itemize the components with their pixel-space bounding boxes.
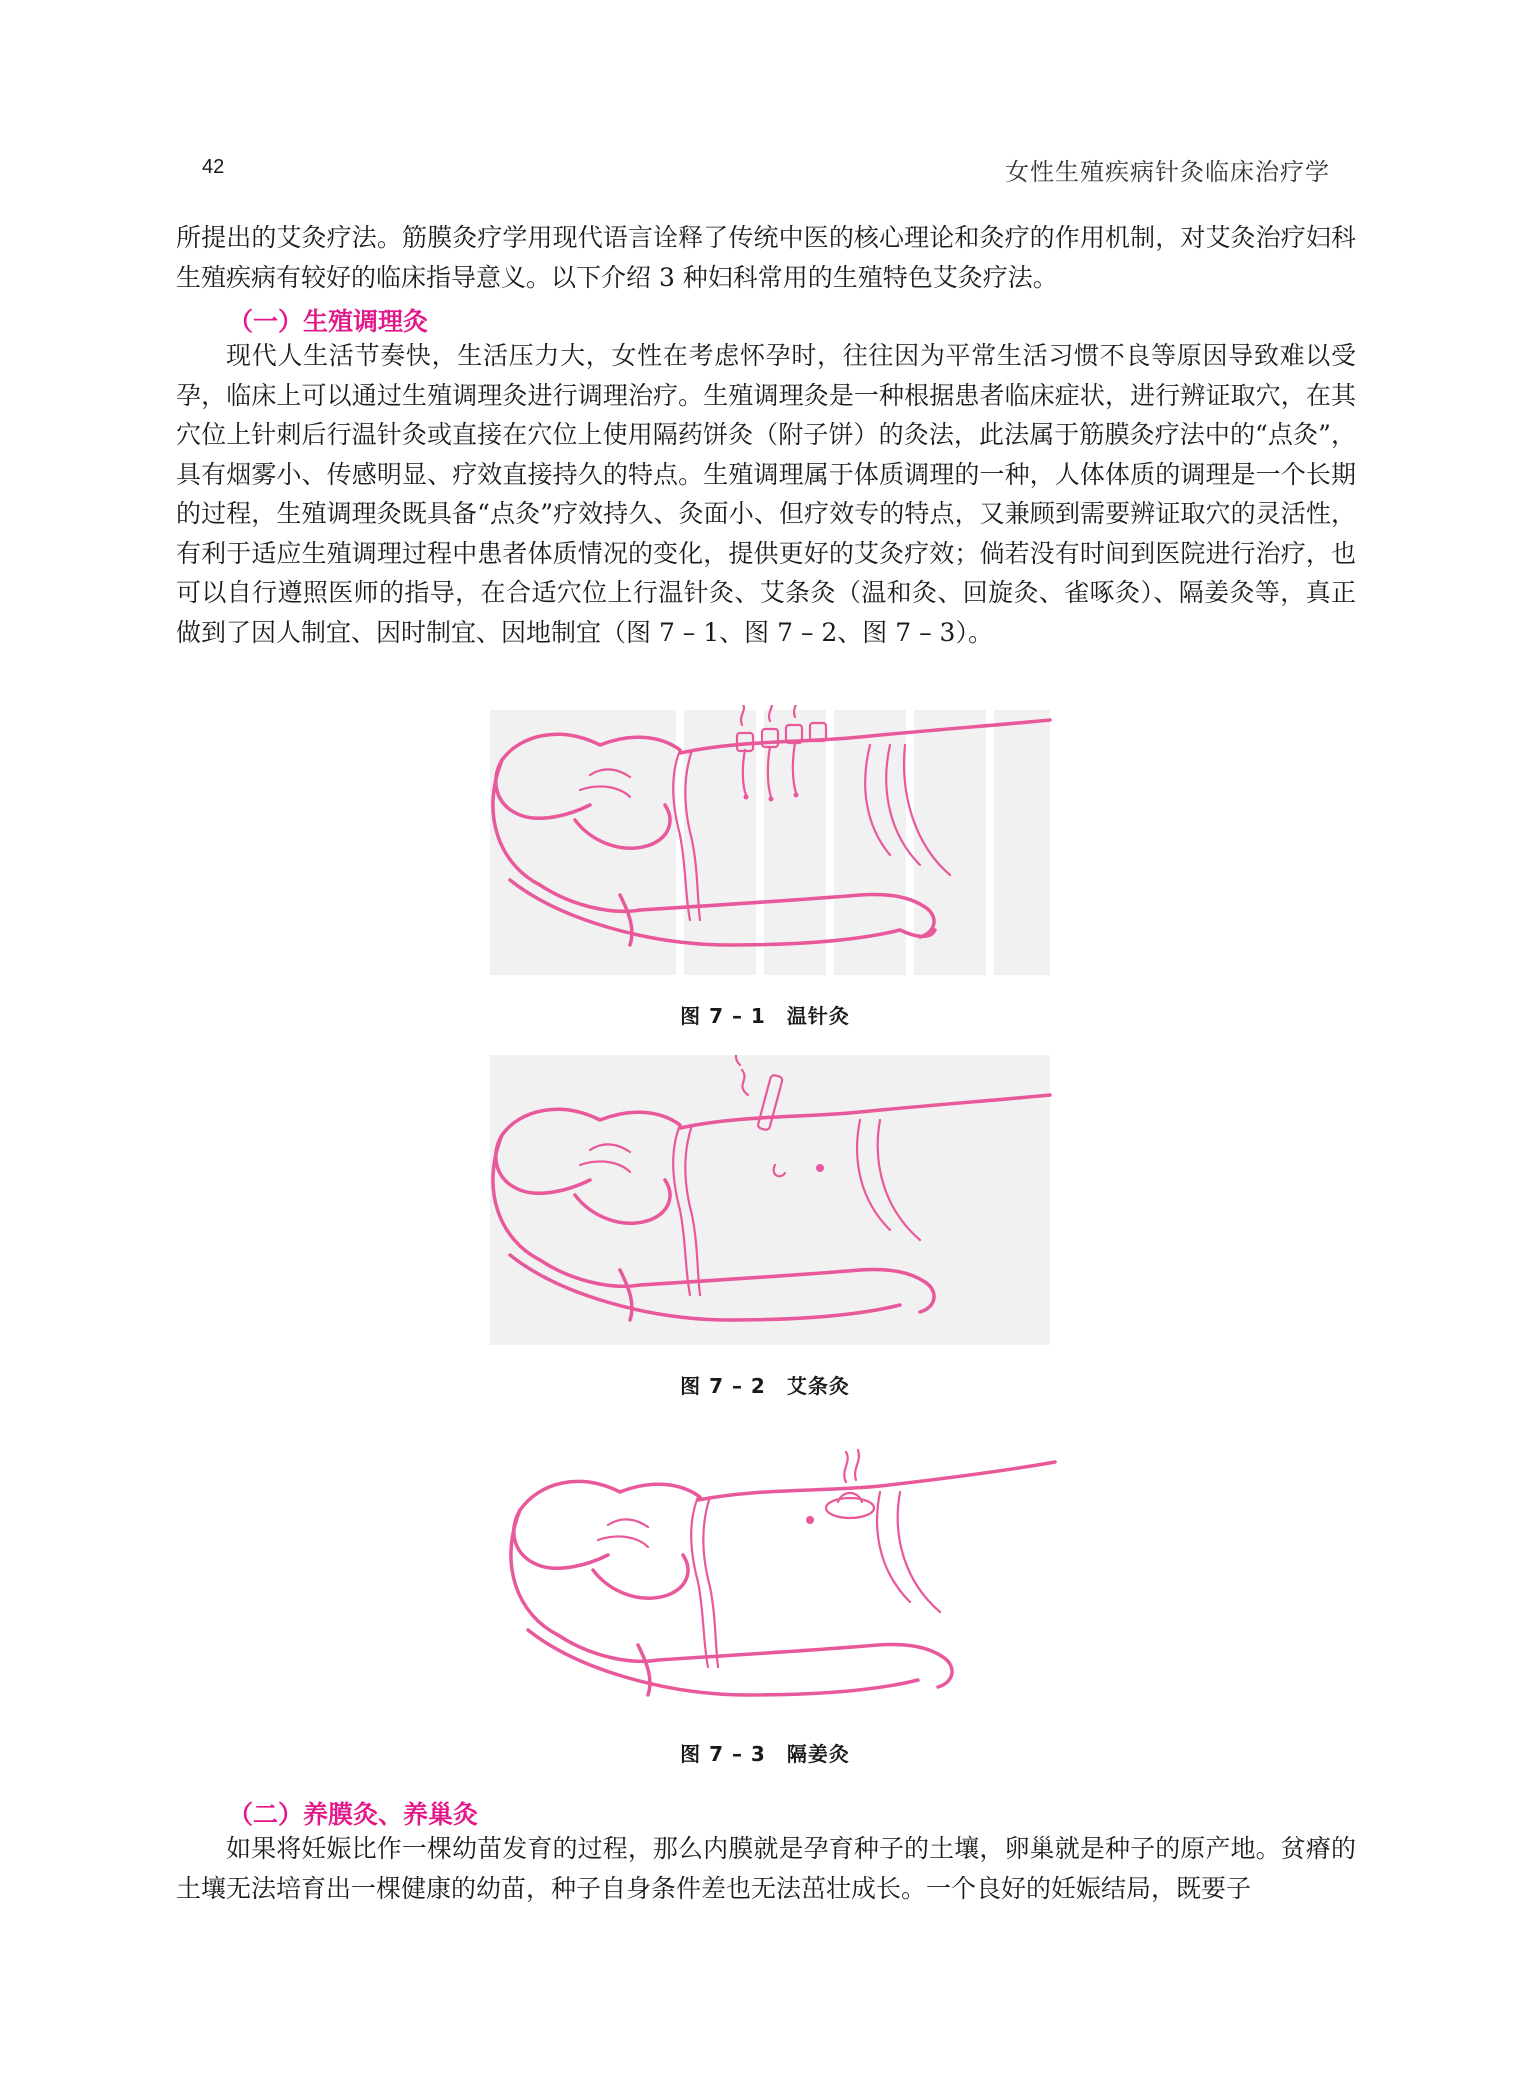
section-heading-2: （二）养膜灸、养巢灸: [228, 1800, 479, 1829]
figure-7-3-caption: 图 7 – 3 隔姜灸: [680, 1742, 850, 1766]
figure-7-2-illustration: [480, 1055, 1060, 1345]
figure-7-1-caption: 图 7 – 1 温针灸: [680, 1004, 850, 1028]
figure-7-3-illustration: [480, 1420, 1060, 1720]
paragraph-intro: 所提出的艾灸疗法。筋膜灸疗学用现代语言诠释了传统中医的核心理论和灸疗的作用机制，对艾灸治疗妇科生殖疾病有较好的临床指导意义。以下介绍 3 种妇科常用的生殖特色艾灸疗法。: [176, 223, 1356, 292]
figure-7-1-illustration: [480, 705, 1060, 975]
page-number: 42: [202, 156, 225, 178]
running-title: 女性生殖疾病针灸临床治疗学: [1005, 158, 1330, 186]
paragraph-section2: 如果将妊娠比作一棵幼苗发育的过程，那么内膜就是孕育种子的土壤，卵巢就是种子的原产地。贫瘠的土壤无法培育出一棵健康的幼苗，种子自身条件差也无法茁壮成长。一个良好的妊娠结局，既要子: [176, 1834, 1356, 1903]
paragraph-section1: 现代人生活节奏快，生活压力大，女性在考虑怀孕时，往往因为平常生活习惯不良等原因导致难以受孕，临床上可以通过生殖调理灸进行调理治疗。生殖调理灸是一种根据患者临床症状，进行辨证取穴，在其穴位上针刺后行温针灸或直接在穴位上使用隔药饼灸（附子饼）的灸法，此法属于筋膜灸疗法中的“点灸”，具有烟雾小、传感明显、疗效直接持久的特点。生殖调理属于体质调理的一种，人体体质的调理是一个长期的过程，生殖调理灸既具备“点灸”疗效持久、灸面小、但疗效专的特点，又兼顾到需要辨证取穴的灵活性，有利于适应生殖调理过程中患者体质情况的变化，提供更好的艾灸疗效；倘若没有时间到医院进行治疗，也可以自行遵照医师的指导，在合适穴位上行温针灸、艾条灸（温和灸、回旋灸、雀啄灸）、隔姜灸等，真正做到了因人制宜、因时制宜、因地制宜（图 7 – 1、图 7 – 2、图 7 – 3）。: [176, 341, 1356, 647]
section-heading-1: （一）生殖调理灸: [228, 307, 429, 336]
figure-7-2-caption: 图 7 – 2 艾条灸: [680, 1374, 850, 1398]
